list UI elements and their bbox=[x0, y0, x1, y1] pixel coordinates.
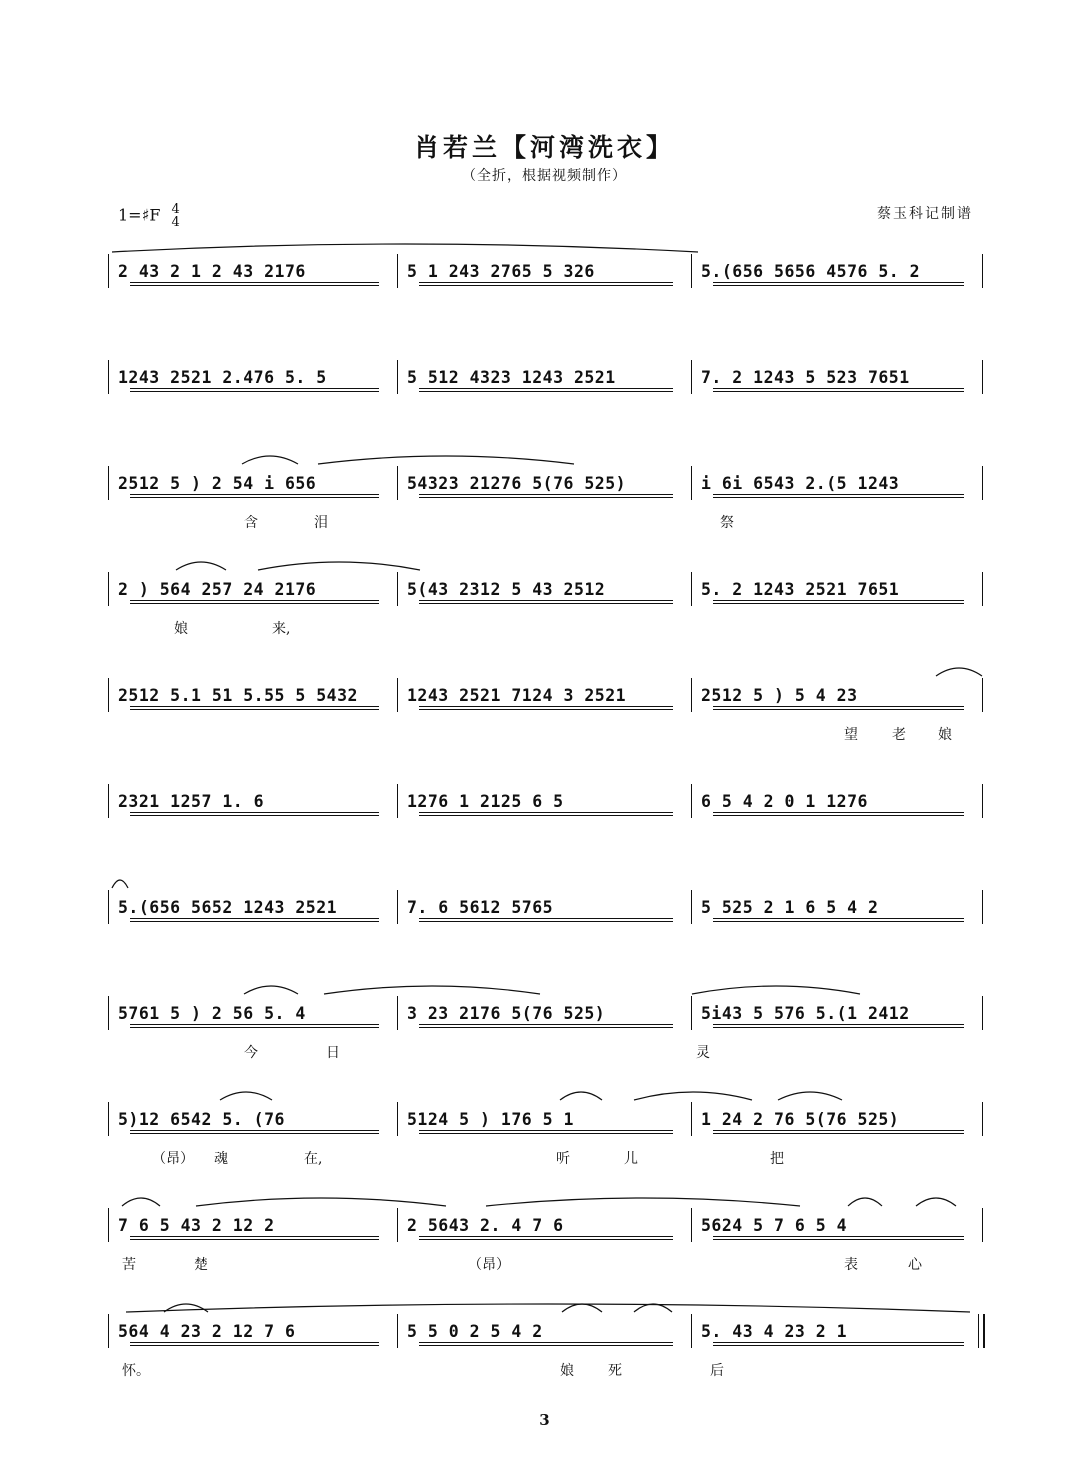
barline bbox=[982, 254, 983, 288]
measure-notes: 2321 1257 1. 6 bbox=[118, 792, 265, 811]
measure bbox=[407, 466, 685, 500]
measure bbox=[407, 890, 685, 924]
measure-notes: 6 5 4 2 0 1 1276 bbox=[701, 792, 868, 811]
beam-underline-double bbox=[419, 497, 673, 498]
barline bbox=[691, 254, 692, 288]
measure-notes: 2512 5.1 51 5.55 5 5432 bbox=[118, 686, 358, 705]
beam-underline-double bbox=[130, 391, 379, 392]
beam-underline bbox=[419, 706, 673, 707]
lyric-syllable: 娘 bbox=[174, 621, 188, 637]
beam-underline-double bbox=[419, 1133, 673, 1134]
measure bbox=[118, 254, 391, 288]
slur-layer bbox=[108, 434, 982, 468]
measure-notes: 564 4 23 2 12 7 6 bbox=[118, 1322, 296, 1341]
lyric-syllable: 泪 bbox=[314, 515, 328, 531]
barline bbox=[108, 890, 109, 924]
beam-underline bbox=[419, 918, 673, 919]
lyric-syllable: 苦 bbox=[122, 1257, 136, 1273]
beam-underline-double bbox=[130, 1133, 379, 1134]
slur-layer bbox=[108, 646, 982, 680]
slur bbox=[936, 668, 982, 676]
beam-underline bbox=[713, 1342, 964, 1343]
barline bbox=[691, 890, 692, 924]
measure-notes: 2 ) 564 257 24 2176 bbox=[118, 580, 317, 599]
slur bbox=[562, 1304, 602, 1312]
measure bbox=[118, 360, 391, 394]
beam-underline-double bbox=[419, 921, 673, 922]
slur-layer bbox=[108, 1282, 982, 1316]
measure-notes: 54323 21276 5(76 525) bbox=[407, 474, 627, 493]
barline bbox=[108, 466, 109, 500]
barline bbox=[397, 572, 398, 606]
beam-underline bbox=[130, 812, 379, 813]
score-system bbox=[108, 1102, 982, 1167]
measure-notes: 5.(656 5656 4576 5. 2 bbox=[701, 262, 921, 281]
barline bbox=[982, 784, 983, 818]
measure bbox=[118, 1102, 391, 1136]
slur-layer bbox=[108, 858, 982, 892]
barline bbox=[397, 996, 398, 1030]
lyric-syllable: 日 bbox=[326, 1045, 340, 1061]
measure bbox=[701, 784, 976, 818]
slur-layer bbox=[108, 540, 982, 574]
barline bbox=[691, 1208, 692, 1242]
slur bbox=[112, 880, 128, 888]
lyrics-line bbox=[108, 618, 982, 638]
measure bbox=[407, 1102, 685, 1136]
slur bbox=[244, 986, 298, 994]
beam-underline-double bbox=[713, 285, 964, 286]
beam-underline bbox=[419, 812, 673, 813]
measure-notes: 5. 2 1243 2521 7651 bbox=[701, 580, 900, 599]
beam-underline-double bbox=[419, 1239, 673, 1240]
transcriber-credit: 蔡玉科记制谱 bbox=[877, 206, 973, 222]
barline bbox=[108, 678, 109, 712]
beam-underline bbox=[713, 918, 964, 919]
measure-notes: 5. 43 4 23 2 1 bbox=[701, 1322, 848, 1341]
lyric-syllable: 魂 bbox=[214, 1151, 228, 1167]
beam-underline bbox=[130, 918, 379, 919]
measure-notes: 3 23 2176 5(76 525) bbox=[407, 1004, 606, 1023]
barline bbox=[108, 1208, 109, 1242]
beam-underline bbox=[419, 1342, 673, 1343]
beam-underline-double bbox=[419, 603, 673, 604]
beam-underline-double bbox=[419, 285, 673, 286]
lyric-syllable: 含 bbox=[244, 515, 258, 531]
measure bbox=[407, 1314, 685, 1348]
lyric-syllable: 娘 bbox=[560, 1363, 574, 1379]
beam-underline bbox=[713, 388, 964, 389]
measure bbox=[701, 1102, 976, 1136]
measure bbox=[701, 996, 976, 1030]
score-system bbox=[108, 996, 982, 1061]
measure-notes: 5 525 2 1 6 5 4 2 bbox=[701, 898, 879, 917]
measure bbox=[407, 254, 685, 288]
measure-notes: 2 5643 2. 4 7 6 bbox=[407, 1216, 564, 1235]
barline bbox=[982, 890, 983, 924]
slur-layer bbox=[108, 222, 982, 256]
barline bbox=[691, 784, 692, 818]
measure bbox=[701, 572, 976, 606]
beam-underline bbox=[713, 706, 964, 707]
measure bbox=[701, 254, 976, 288]
lyric-syllable: （昂） bbox=[152, 1151, 194, 1167]
beam-underline-double bbox=[130, 1345, 379, 1346]
barline bbox=[108, 1102, 109, 1136]
slur bbox=[176, 562, 226, 570]
slur bbox=[916, 1198, 956, 1206]
beam-underline bbox=[419, 600, 673, 601]
measure bbox=[701, 1208, 976, 1242]
barline bbox=[397, 678, 398, 712]
barline bbox=[108, 1314, 109, 1348]
barline bbox=[108, 784, 109, 818]
beam-underline bbox=[713, 282, 964, 283]
slur bbox=[220, 1092, 272, 1100]
beam-underline-double bbox=[130, 709, 379, 710]
barline bbox=[982, 678, 983, 712]
lyric-syllable: 望 bbox=[844, 727, 858, 743]
beam-underline-double bbox=[713, 1027, 964, 1028]
page-number: 3 bbox=[539, 1411, 550, 1429]
measure-notes: 1276 1 2125 6 5 bbox=[407, 792, 564, 811]
key-label: 1=♯F bbox=[118, 205, 161, 225]
lyric-syllable: 听 bbox=[556, 1151, 570, 1167]
beam-underline-double bbox=[130, 497, 379, 498]
lyric-syllable: 楚 bbox=[194, 1257, 208, 1273]
beam-underline bbox=[130, 282, 379, 283]
score-subtitle: （全折，根据视频制作） bbox=[462, 168, 627, 184]
barline bbox=[108, 360, 109, 394]
lyric-syllable: 表 bbox=[844, 1257, 858, 1273]
barline bbox=[397, 890, 398, 924]
measure-notes: 5i43 5 576 5.(1 2412 bbox=[701, 1004, 910, 1023]
beam-underline bbox=[130, 1130, 379, 1131]
measure bbox=[407, 1208, 685, 1242]
barline bbox=[108, 572, 109, 606]
measure-notes: 2 43 2 1 2 43 2176 bbox=[118, 262, 306, 281]
time-signature-top: 4 bbox=[171, 202, 180, 217]
slur bbox=[848, 1198, 882, 1206]
beam-underline-double bbox=[419, 391, 673, 392]
beam-underline bbox=[713, 1024, 964, 1025]
measure-notes: 5624 5 7 6 5 4 bbox=[701, 1216, 848, 1235]
beam-underline bbox=[130, 1236, 379, 1237]
lyric-syllable: 娘 bbox=[938, 727, 952, 743]
slur bbox=[486, 1198, 800, 1206]
slur bbox=[560, 1092, 602, 1100]
beam-underline bbox=[419, 1236, 673, 1237]
beam-underline-double bbox=[713, 709, 964, 710]
measure bbox=[118, 890, 391, 924]
measure-notes: 5 512 4323 1243 2521 bbox=[407, 368, 616, 387]
lyric-syllable: 死 bbox=[608, 1363, 622, 1379]
beam-underline bbox=[713, 812, 964, 813]
beam-underline bbox=[419, 494, 673, 495]
barline bbox=[982, 466, 983, 500]
measure bbox=[407, 678, 685, 712]
score-system bbox=[108, 1314, 982, 1379]
beam-underline-double bbox=[713, 1345, 964, 1346]
lyrics-line bbox=[108, 1042, 982, 1062]
lyrics-line bbox=[108, 512, 982, 532]
measure-notes: 2512 5 ) 2 54 i 656 bbox=[118, 474, 317, 493]
beam-underline bbox=[713, 1130, 964, 1131]
slur bbox=[122, 1198, 160, 1206]
beam-underline bbox=[130, 600, 379, 601]
measure bbox=[118, 572, 391, 606]
lyrics-line bbox=[108, 1148, 982, 1168]
barline bbox=[108, 254, 109, 288]
beam-underline-double bbox=[713, 603, 964, 604]
score-system bbox=[108, 254, 982, 294]
beam-underline bbox=[130, 1024, 379, 1025]
beam-underline-double bbox=[419, 1027, 673, 1028]
lyric-syllable: 老 bbox=[892, 727, 906, 743]
beam-underline bbox=[130, 1342, 379, 1343]
measure-notes: i 6i 6543 2.(5 1243 bbox=[701, 474, 900, 493]
measure bbox=[118, 678, 391, 712]
measure bbox=[118, 1208, 391, 1242]
slur bbox=[126, 1304, 970, 1312]
time-signature-bottom: 4 bbox=[171, 215, 180, 230]
slur-layer bbox=[108, 1176, 982, 1210]
beam-underline-double bbox=[713, 497, 964, 498]
slur-layer bbox=[108, 964, 982, 998]
measure-notes: 5(43 2312 5 43 2512 bbox=[407, 580, 606, 599]
beam-underline bbox=[130, 706, 379, 707]
lyric-syllable: （昂） bbox=[468, 1257, 510, 1273]
beam-underline-double bbox=[130, 1027, 379, 1028]
barline bbox=[691, 360, 692, 394]
barline bbox=[691, 1314, 692, 1348]
slur bbox=[258, 562, 420, 570]
barline bbox=[397, 1208, 398, 1242]
barline bbox=[108, 996, 109, 1030]
beam-underline bbox=[419, 388, 673, 389]
slur-layer bbox=[108, 1070, 982, 1104]
measure bbox=[701, 1314, 976, 1348]
measure-notes: 2512 5 ) 5 4 23 bbox=[701, 686, 858, 705]
barline bbox=[397, 466, 398, 500]
measure bbox=[407, 360, 685, 394]
lyric-syllable: 把 bbox=[770, 1151, 784, 1167]
barline bbox=[982, 360, 983, 394]
score-system bbox=[108, 572, 982, 637]
barline bbox=[982, 1102, 983, 1136]
measure bbox=[701, 360, 976, 394]
beam-underline-double bbox=[130, 603, 379, 604]
measure bbox=[407, 784, 685, 818]
measure-notes: 5761 5 ) 2 56 5. 4 bbox=[118, 1004, 306, 1023]
lyrics-line bbox=[108, 724, 982, 744]
beam-underline-double bbox=[713, 921, 964, 922]
slur bbox=[634, 1092, 752, 1100]
lyric-syllable: 在, bbox=[304, 1151, 323, 1167]
score-system bbox=[108, 360, 982, 400]
score-system bbox=[108, 1208, 982, 1273]
slur bbox=[692, 986, 860, 994]
barline bbox=[691, 572, 692, 606]
slur bbox=[318, 456, 574, 464]
barline bbox=[397, 360, 398, 394]
barline bbox=[397, 1102, 398, 1136]
barline bbox=[691, 996, 692, 1030]
beam-underline-double bbox=[130, 1239, 379, 1240]
beam-underline-double bbox=[419, 709, 673, 710]
slur bbox=[196, 1198, 446, 1206]
score-system bbox=[108, 890, 982, 930]
beam-underline-double bbox=[713, 391, 964, 392]
slur bbox=[324, 986, 540, 994]
beam-underline-double bbox=[713, 1133, 964, 1134]
lyric-syllable: 儿 bbox=[624, 1151, 638, 1167]
beam-underline-double bbox=[713, 1239, 964, 1240]
measure bbox=[118, 784, 391, 818]
lyrics-line bbox=[108, 1254, 982, 1274]
lyric-syllable: 今 bbox=[244, 1045, 258, 1061]
lyric-syllable: 来, bbox=[272, 621, 291, 637]
beam-underline-double bbox=[130, 285, 379, 286]
lyric-syllable: 怀。 bbox=[122, 1363, 150, 1379]
measure bbox=[407, 996, 685, 1030]
lyric-syllable: 灵 bbox=[696, 1045, 710, 1061]
beam-underline bbox=[419, 1130, 673, 1131]
slur bbox=[112, 244, 698, 252]
beam-underline bbox=[419, 282, 673, 283]
beam-underline bbox=[130, 388, 379, 389]
beam-underline bbox=[419, 1024, 673, 1025]
lyric-syllable: 后 bbox=[710, 1363, 724, 1379]
beam-underline-double bbox=[130, 921, 379, 922]
beam-underline-double bbox=[419, 1345, 673, 1346]
measure-notes: 5124 5 ) 176 5 1 bbox=[407, 1110, 574, 1129]
measure-notes: 7. 2 1243 5 523 7651 bbox=[701, 368, 910, 387]
measure bbox=[118, 1314, 391, 1348]
measure-notes: 1243 2521 2.476 5. 5 bbox=[118, 368, 327, 387]
barline bbox=[982, 572, 983, 606]
barline bbox=[691, 466, 692, 500]
measure-notes: 5 5 0 2 5 4 2 bbox=[407, 1322, 543, 1341]
score-system bbox=[108, 678, 982, 743]
barline bbox=[982, 1208, 983, 1242]
measure bbox=[701, 678, 976, 712]
measure-notes: 5)12 6542 5. (76 bbox=[118, 1110, 285, 1129]
lyric-syllable: 心 bbox=[908, 1257, 922, 1273]
beam-underline bbox=[713, 600, 964, 601]
measure-notes: 1 24 2 76 5(76 525) bbox=[701, 1110, 900, 1129]
measure bbox=[118, 996, 391, 1030]
measure-notes: 5 1 243 2765 5 326 bbox=[407, 262, 595, 281]
slur bbox=[778, 1092, 842, 1100]
beam-underline-double bbox=[713, 815, 964, 816]
barline bbox=[397, 254, 398, 288]
barline bbox=[397, 1314, 398, 1348]
barline bbox=[691, 1102, 692, 1136]
score-title: 肖若兰【河湾洗衣】 bbox=[413, 133, 675, 162]
score-system bbox=[108, 784, 982, 824]
lyric-syllable: 祭 bbox=[720, 515, 734, 531]
final-barline bbox=[978, 1314, 985, 1348]
measure-notes: 5.(656 5652 1243 2521 bbox=[118, 898, 338, 917]
measure-notes: 7. 6 5612 5765 bbox=[407, 898, 554, 917]
beam-underline bbox=[130, 494, 379, 495]
beam-underline bbox=[713, 1236, 964, 1237]
slur bbox=[242, 456, 298, 464]
measure-notes: 1243 2521 7124 3 2521 bbox=[407, 686, 627, 705]
beam-underline bbox=[713, 494, 964, 495]
lyrics-line bbox=[108, 1360, 982, 1380]
barline bbox=[982, 996, 983, 1030]
barline bbox=[691, 678, 692, 712]
measure bbox=[701, 890, 976, 924]
barline bbox=[397, 784, 398, 818]
measure bbox=[407, 572, 685, 606]
beam-underline-double bbox=[130, 815, 379, 816]
beam-underline-double bbox=[419, 815, 673, 816]
score-system bbox=[108, 466, 982, 531]
measure-notes: 7 6 5 43 2 12 2 bbox=[118, 1216, 275, 1235]
measure bbox=[118, 466, 391, 500]
measure bbox=[701, 466, 976, 500]
